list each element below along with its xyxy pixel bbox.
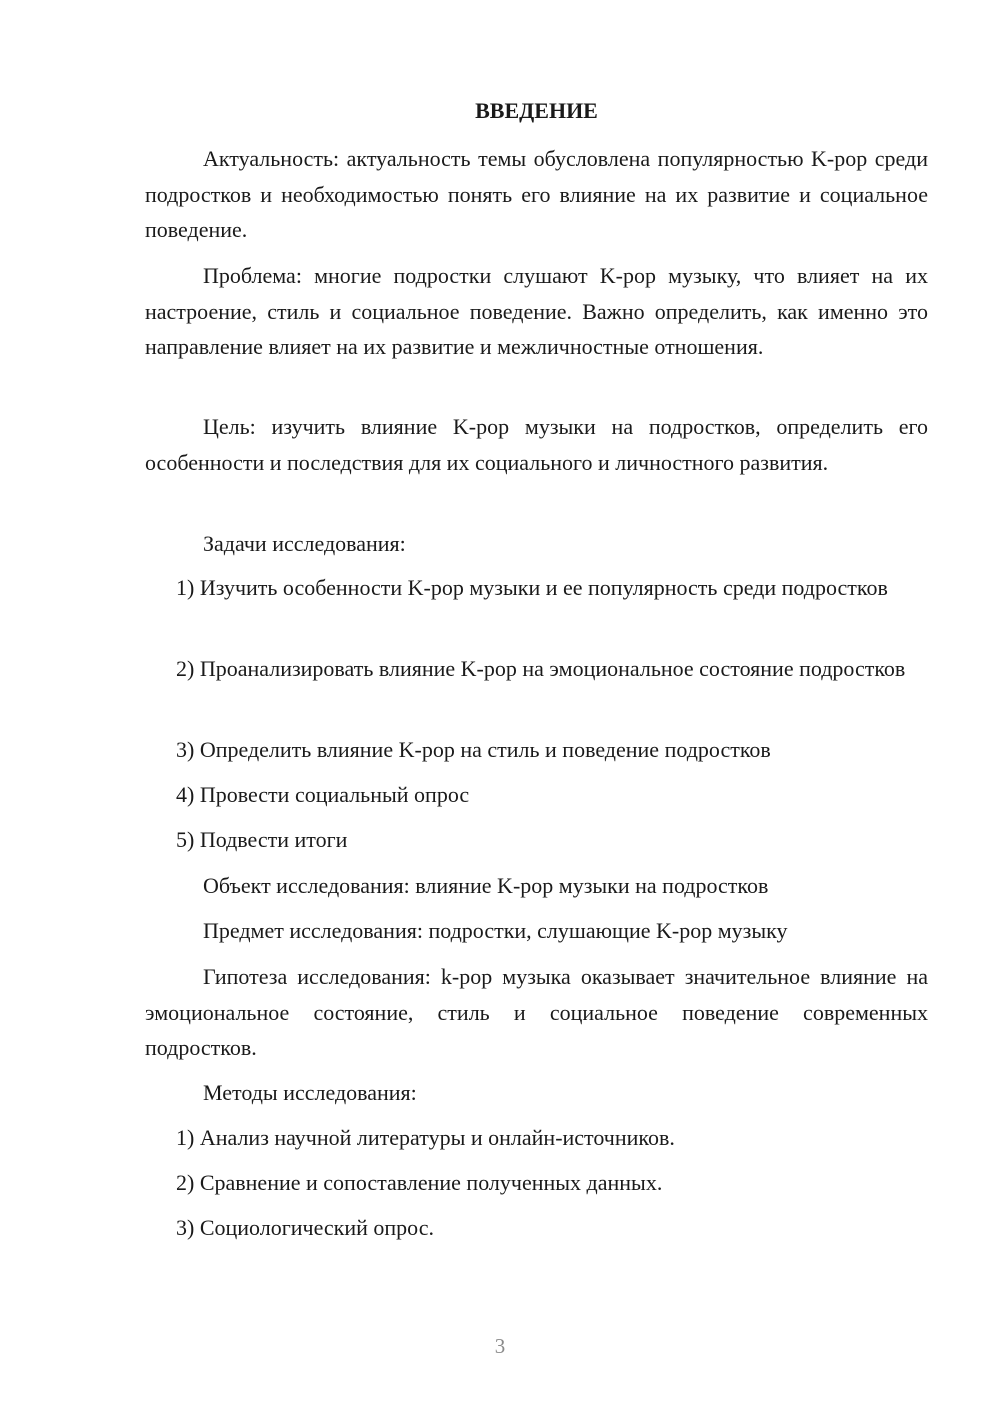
method-item-1: 1) Анализ научной литературы и онлайн-источников. [176,1125,675,1150]
goal-paragraph: Цель: изучить влияние K-pop музыки на подростков, определить его особенности и последствия для их социального и личностного развития. [145,414,928,475]
actuality-paragraph: Актуальность: актуальность темы обусловлена популярностью K-pop среди подростков и необходимостью понять его влияние на их развитие и социальное поведение. [145,146,928,242]
hypothesis-paragraph: Гипотеза исследования: k-pop музыка оказывает значительное влияние на эмоциональное состояние, стиль и социальное поведение современных подростков. [145,964,928,1060]
research-subject: Предмет исследования: подростки, слушающие K-pop музыку [203,918,788,943]
task-item-3: 3) Определить влияние K-pop на стиль и поведение подростков [176,737,771,762]
method-item-2: 2) Сравнение и сопоставление полученных данных. [176,1170,663,1195]
page-title: ВВЕДЕНИЕ [475,98,598,123]
method-item-3: 3) Социологический опрос. [176,1215,434,1240]
task-item-2: 2) Проанализировать влияние K-pop на эмоциональное состояние подростков [176,656,906,681]
research-object: Объект исследования: влияние K-pop музыки на подростков [203,873,769,898]
problem-paragraph: Проблема: многие подростки слушают K-pop музыку, что влияет на их настроение, стиль и социальное поведение. Важно определить, как именно это направление влияет на их развитие и межличностные отношения. [145,263,928,359]
methods-heading: Методы исследования: [203,1080,417,1105]
tasks-heading: Задачи исследования: [203,531,406,556]
task-item-5: 5) Подвести итоги [176,827,348,852]
task-item-1: 1) Изучить особенности K-pop музыки и ее популярность среди подростков [176,575,888,600]
task-item-4: 4) Провести социальный опрос [176,782,470,807]
page-number: 3 [494,1334,506,1358]
